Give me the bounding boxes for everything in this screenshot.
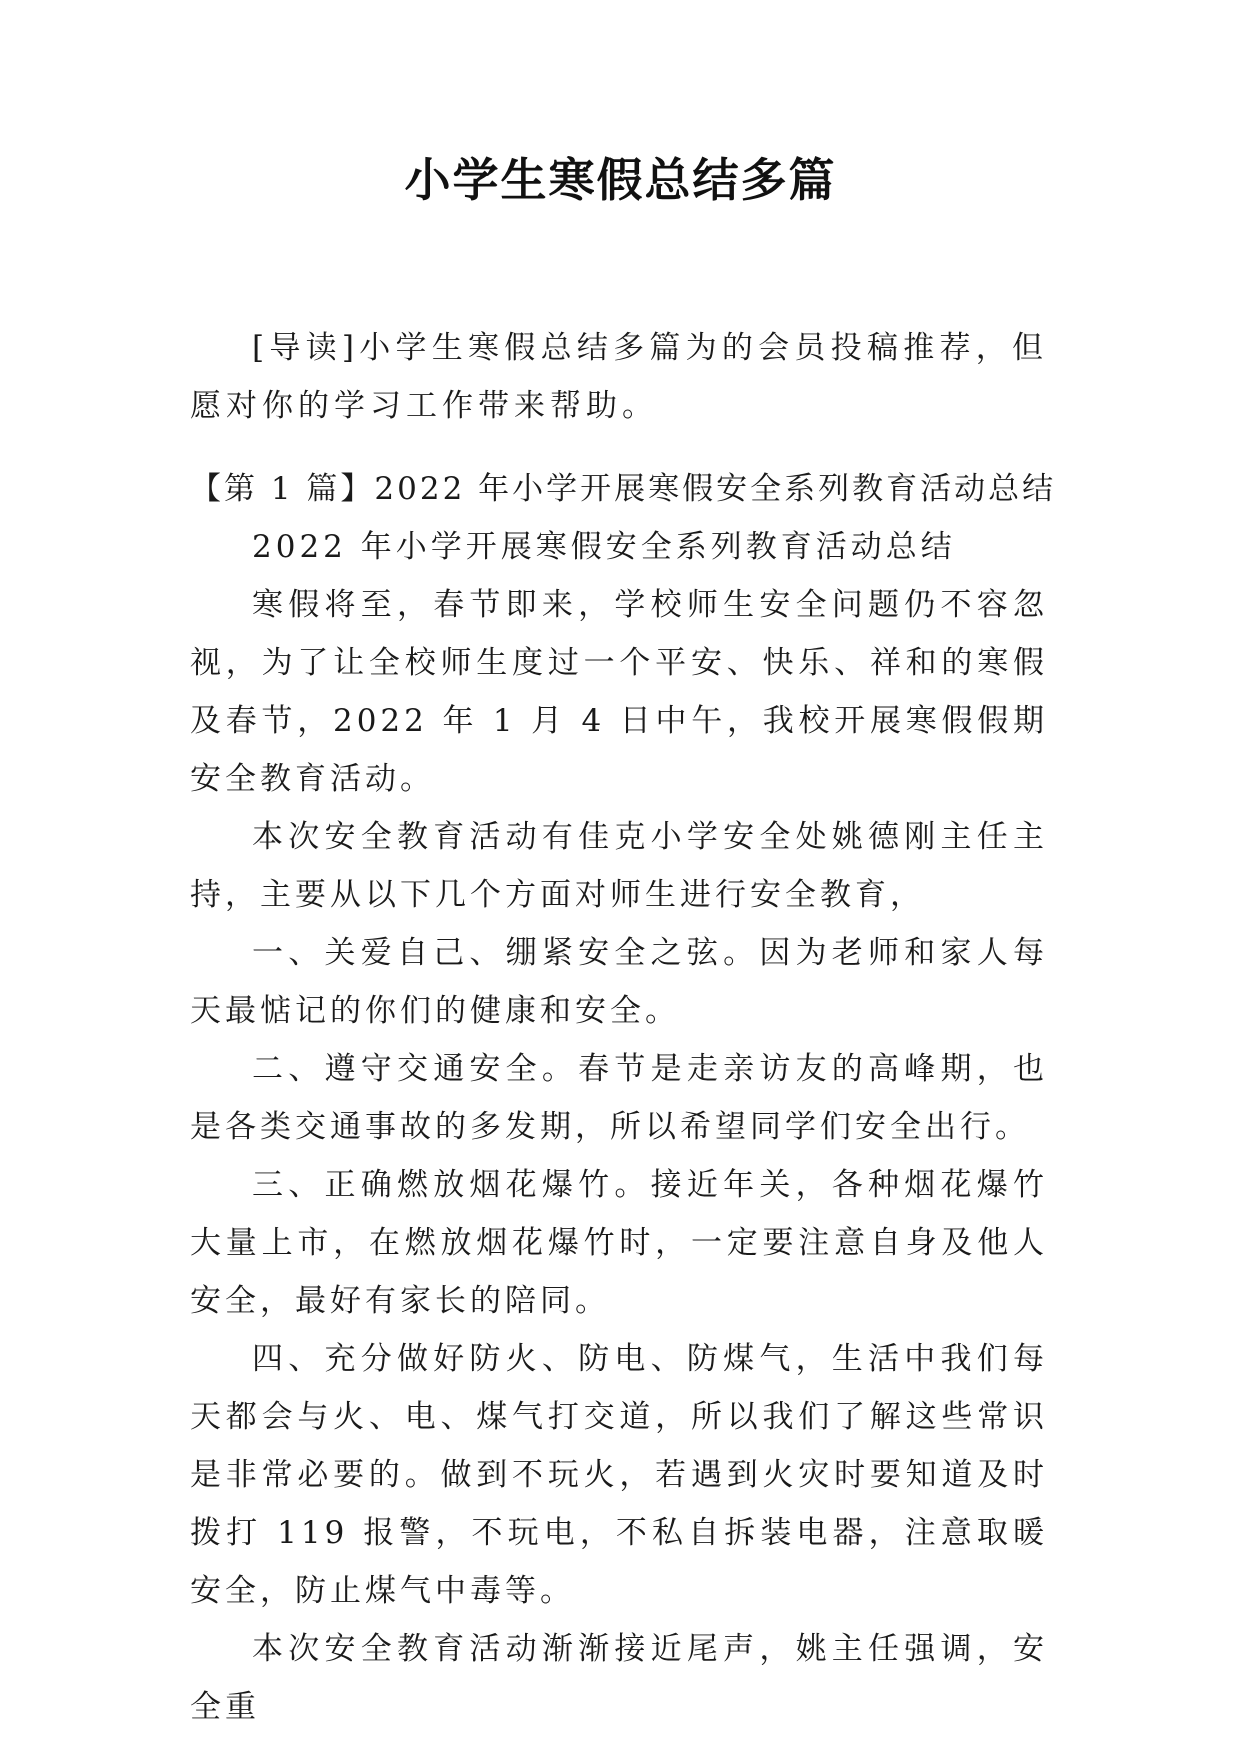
paragraph: 本次安全教育活动渐渐接近尾声，姚主任强调，安全重 bbox=[190, 1631, 1048, 1725]
document-title: 小学生寒假总结多篇 bbox=[404, 153, 837, 207]
paragraph: 二、遵守交通安全。春节是走亲访友的高峰期，也是各类交通事故的多发期，所以希望同学们安全出行。 bbox=[190, 1051, 1048, 1145]
intro-paragraph: [导读]小学生寒假总结多篇为的会员投稿推荐，但愿对你的学习工作带来帮助。 bbox=[190, 330, 1048, 424]
paragraph: 四、充分做好防火、防电、防煤气，生活中我们每天都会与火、电、煤气打交道，所以我们了解这些常识是非常必要的。做到不玩火，若遇到火灾时要知道及时拨打 119 报警，不玩电，不私自拆装电器，注意取暖安全，防止煤气中毒等。 bbox=[190, 1341, 1048, 1609]
document-body bbox=[190, 460, 1057, 1736]
paragraph: 三、正确燃放烟花爆竹。接近年关，各种烟花爆竹大量上市，在燃放烟花爆竹时，一定要注意自身及他人安全，最好有家长的陪同。 bbox=[190, 1167, 1048, 1319]
paragraph: 寒假将至，春节即来，学校师生安全问题仍不容忽视，为了让全校师生度过一个平安、快乐、祥和的寒假及春节，2022 年 1 月 4 日中午，我校开展寒假假期安全教育活动。 bbox=[190, 587, 1048, 797]
paragraph-subtitle: 2022 年小学开展寒假安全系列教育活动总结 bbox=[252, 529, 956, 565]
paragraph: 一、关爱自己、绷紧安全之弦。因为老师和家人每天最惦记的你们的健康和安全。 bbox=[190, 935, 1048, 1029]
paragraph: 本次安全教育活动有佳克小学安全处姚德刚主任主持，主要从以下几个方面对师生进行安全教育， bbox=[190, 819, 1048, 913]
section-heading: 【第 1 篇】2022 年小学开展寒假安全系列教育活动总结 bbox=[190, 471, 1057, 507]
